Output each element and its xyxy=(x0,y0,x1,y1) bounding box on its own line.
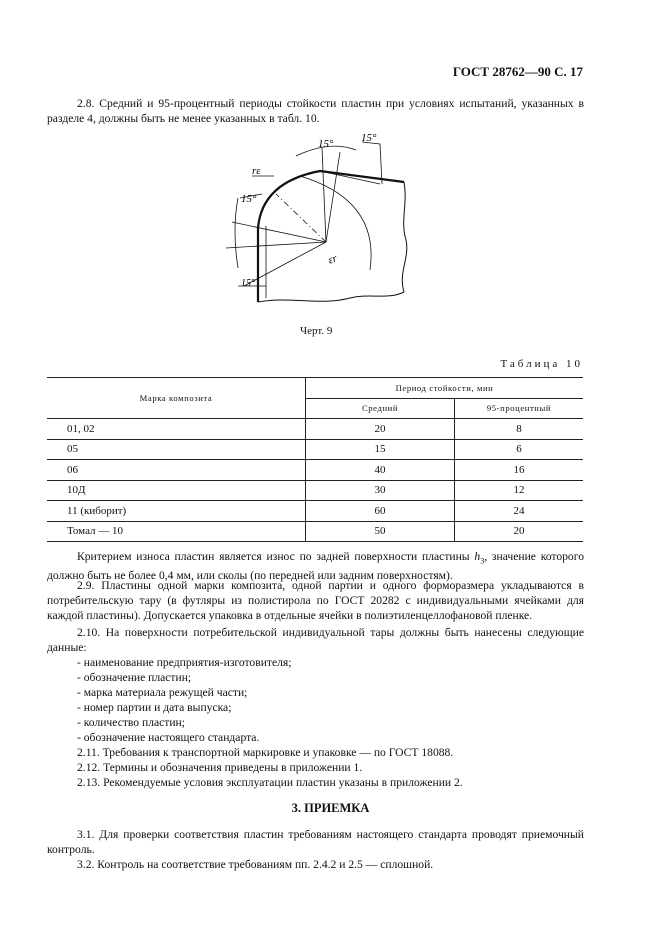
insert-contour xyxy=(258,171,404,302)
cell-mark: Томал — 10 xyxy=(47,521,306,542)
paragraph-2-8: 2.8. Средний и 95-процентный периоды стойкости пластин при условиях испытаний, указанных в разделе 4, должны быть не менее указанных в табл. 10. xyxy=(47,97,584,125)
col-header-mark: Марка композита xyxy=(139,393,213,403)
paragraph-2-13: 2.13. Рекомендуемые условия эксплуатации пластин указаны в приложении 2. xyxy=(77,776,463,789)
cell-mark: 01, 02 xyxy=(47,419,306,440)
col-group-header: Период стойкости, мин xyxy=(306,378,584,399)
paragraph-2-10: 2.10. На поверхности потребительской индивидуальной тары должны быть нанесены следующие данные: xyxy=(47,626,584,654)
section-title: 3. ПРИЕМКА xyxy=(291,801,370,815)
epsilon-label: εr xyxy=(326,252,339,267)
cell-mark: 10Д xyxy=(47,480,306,501)
table-row xyxy=(47,460,583,481)
angle-label-bottom: 15° xyxy=(241,278,255,289)
list-item: - обозначение настоящего стандарта. xyxy=(77,731,260,744)
wear-symbol: h xyxy=(474,550,481,563)
cell-avg: 20 xyxy=(306,419,455,440)
cell-p95: 16 xyxy=(455,460,584,481)
paragraph-2-9: 2.9. Пластины одной марки композита, одной партии и одного форморазмера укладываются в потребительскую тару (в футляры из полистирола по ГОСТ 20282 с индивидуальными ячейками для каждой пластины). Допускается упаковка в отдельные ячейки в полиэтиленцеллофановой пленке. xyxy=(47,579,584,622)
page-header: ГОСТ 28762—90 С. 17 xyxy=(452,64,583,79)
break-line-bottom xyxy=(258,292,404,302)
list-item: - количество пластин; xyxy=(77,716,185,729)
angle-label-top-left: 15° xyxy=(318,138,334,150)
table-10 xyxy=(47,377,583,542)
cell-mark: 11 (киборит) xyxy=(47,501,306,522)
col-header-avg: Средний xyxy=(306,398,455,419)
wear-symbol-subscript: 3 xyxy=(480,556,485,566)
cell-avg: 15 xyxy=(306,439,455,460)
list-item: - обозначение пластин; xyxy=(77,671,192,684)
table-row xyxy=(47,419,583,440)
break-line xyxy=(402,182,407,292)
drawing-9 xyxy=(200,130,430,310)
cell-avg: 60 xyxy=(306,501,455,522)
cell-p95: 20 xyxy=(455,521,584,542)
angle-label-top-right: 15° xyxy=(361,132,377,144)
table-row xyxy=(47,480,583,501)
cell-avg: 50 xyxy=(306,521,455,542)
list-item: - наименование предприятия-изготовителя; xyxy=(77,656,292,669)
table-row xyxy=(47,439,583,460)
paragraph-2-12: 2.12. Термины и обозначения приведены в приложении 1. xyxy=(77,761,363,774)
cell-avg: 30 xyxy=(306,480,455,501)
cell-p95: 24 xyxy=(455,501,584,522)
table-label: Таблица 10 xyxy=(500,358,583,370)
paragraph-2-11: 2.11. Требования к транспортной маркировке и упаковке — по ГОСТ 18088. xyxy=(77,746,454,759)
cell-mark: 06 xyxy=(47,460,306,481)
paragraph-3-2: 3.2. Контроль на соответствие требованиям пп. 2.4.2 и 2.5 — сплошной. xyxy=(77,858,434,871)
cell-avg: 40 xyxy=(306,460,455,481)
wear-criterion-paragraph: Критерием износа пластин является износ по задней поверхности пластины $h_3$, значение которого должно быть не более 0,4 мм, или сколы (по передней или задним поверхностям). xyxy=(47,550,584,583)
table-row xyxy=(47,501,583,522)
cell-p95: 6 xyxy=(455,439,584,460)
col-header-p95: 95-процентный xyxy=(455,398,584,419)
angle-label-left: 15° xyxy=(241,193,257,205)
list-item: - марка материала режущей части; xyxy=(77,686,248,699)
radius-label: rε xyxy=(252,165,261,177)
paragraph-3-1: 3.1. Для проверки соответствия пластин требованиям настоящего стандарта проводят приемочный контроль. xyxy=(47,828,584,856)
cell-mark: 05 xyxy=(47,439,306,460)
marking-list xyxy=(47,655,584,745)
cell-p95: 8 xyxy=(455,419,584,440)
table-row xyxy=(47,521,583,542)
figure-caption: Черт. 9 xyxy=(300,325,333,337)
cell-p95: 12 xyxy=(455,480,584,501)
list-item: - номер партии и дата выпуска; xyxy=(77,701,232,714)
